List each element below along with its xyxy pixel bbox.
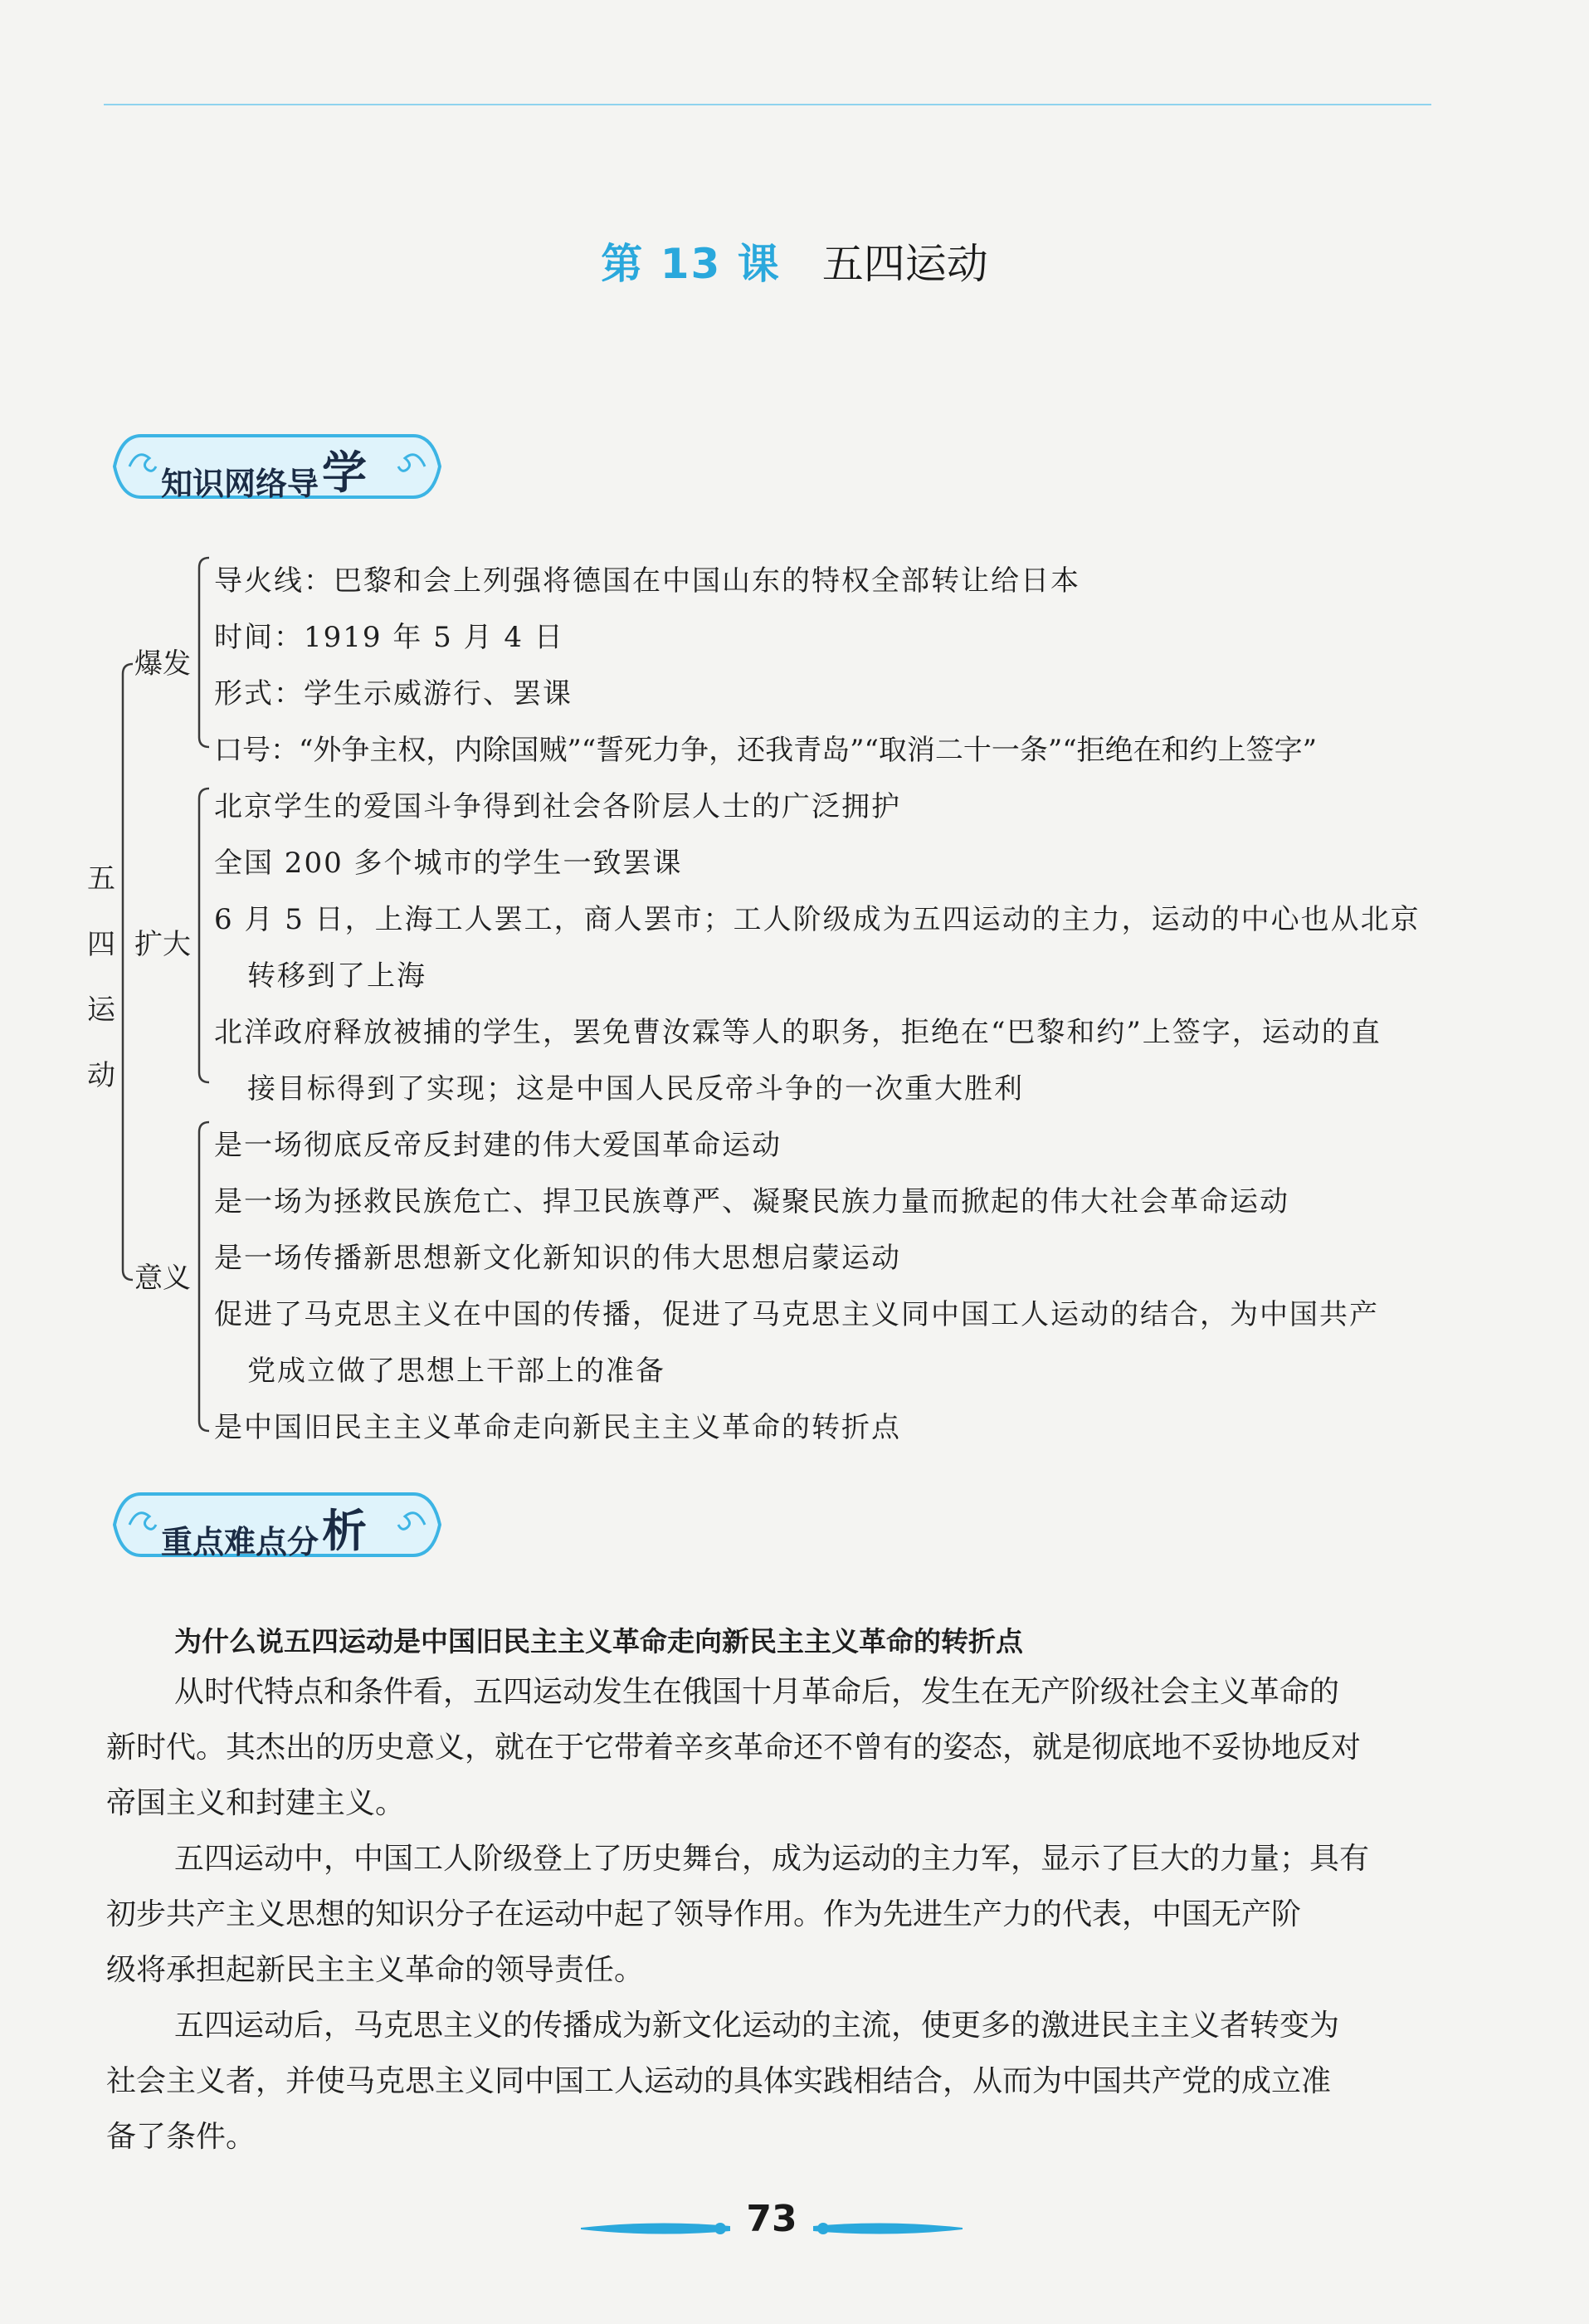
tree-line: 北洋政府释放被捕的学生，罢免曹汝霖等人的职务，拒绝在“巴黎和约”上签字，运动的直 — [214, 1016, 1382, 1049]
tree-line: 接目标得到了实现；这是中国人民反帝斗争的一次重大胜利 — [247, 1072, 1024, 1106]
tree-line: 是一场彻底反帝反封建的伟大爱国革命运动 — [214, 1129, 782, 1162]
lesson-name: 五四运动 — [821, 240, 988, 288]
branch-label-significance: 意义 — [134, 1262, 191, 1295]
banner-big-char: 学 — [322, 447, 368, 499]
banner-big-char: 析 — [322, 1505, 368, 1557]
tree-line: 6 月 5 日，上海工人罢工，商人罢市；工人阶级成为五四运动的主力，运动的中心也从北京 — [214, 903, 1421, 936]
tree-line: 时间：1919 年 5 月 4 日 — [214, 621, 564, 654]
tree-line: 形式：学生示威游行、罢课 — [214, 677, 573, 710]
analysis-paragraph: 五四运动后，马克思主义的传播成为新文化运动的主流，使更多的激进民主主义者转变为 社会主义者，并使马克思主义同中国工人运动的具体实践相结合，从而为中国共产党的成立准 备了条件。 — [106, 2009, 1340, 2154]
page-footer — [573, 2191, 971, 2266]
tree-line: 党成立做了思想上干部上的准备 — [247, 1355, 665, 1388]
lesson-number: 第 13 课 — [601, 240, 781, 288]
tree-line: 导火线：巴黎和会上列强将德国在中国山东的特权全部转让给日本 — [214, 564, 1080, 598]
branch-label-expansion: 扩大 — [134, 928, 191, 961]
banner-title: 重点难点分 — [161, 1524, 319, 1560]
tree-line: 北京学生的爱国斗争得到社会各阶层人士的广泛拥护 — [214, 790, 901, 823]
page-number: 73 — [746, 2198, 797, 2240]
tree-line: 促进了马克思主义在中国的传播，促进了马克思主义同中国工人运动的结合，为中国共产 — [214, 1298, 1379, 1331]
banner-title: 知识网络导 — [161, 466, 319, 502]
section-banner-key-points — [108, 1486, 446, 1564]
tree-line: 全国 200 多个城市的学生一致罢课 — [214, 847, 683, 880]
tree-line: 是一场为拯救民族危亡、捍卫民族尊严、凝聚民族力量而掀起的伟大社会革命运动 — [214, 1185, 1289, 1218]
tree-line: 口号：“外争主权，内除国贼”“誓死力争，还我青岛”“取消二十一条”“拒绝在和约上签字” — [214, 734, 1318, 767]
analysis-paragraph: 五四运动中，中国工人阶级登上了历史舞台，成为运动的主力军，显示了巨大的力量；具有 初步共产主义思想的知识分子在运动中起了领导作用。作为先进生产力的代表，中国无产阶 级将承担起新民主主义革命的领导责任。 — [106, 1842, 1370, 1987]
analysis-paragraph: 从时代特点和条件看，五四运动发生在俄国十月革命后，发生在无产阶级社会主义革命的 新时代。其杰出的历史意义，就在于它带着辛亥革命还不曾有的姿态，就是彻底地不妥协地反对 帝国主义和封建主义。 — [106, 1675, 1362, 1820]
tree-line: 转移到了上海 — [247, 959, 426, 993]
tree-root-label: 五 四 运 动 — [87, 862, 115, 1092]
branch-label-outbreak: 爆发 — [134, 647, 191, 681]
analysis-question: 为什么说五四运动是中国旧民主主义革命走向新民主主义革命的转折点 — [174, 1625, 1023, 1658]
tree-line: 是中国旧民主主义革命走向新民主主义革命的转折点 — [214, 1411, 901, 1444]
tree-line: 是一场传播新思想新文化新知识的伟大思想启蒙运动 — [214, 1242, 901, 1275]
